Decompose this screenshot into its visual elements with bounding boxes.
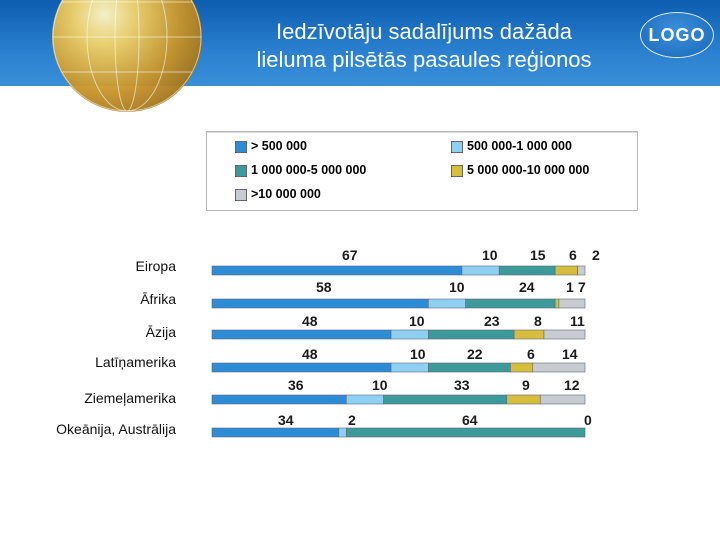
bar-segment [212,330,391,339]
data-label: 14 [562,346,578,362]
bar-segment [428,330,514,339]
data-label: 36 [288,377,304,393]
legend-label: 500 000-1 000 000 [467,139,572,153]
data-label: 15 [530,247,546,263]
bar-segment [391,330,428,339]
data-label: 12 [564,377,580,393]
bar-segment [346,428,585,437]
bar-segment [578,266,585,275]
data-label: 58 [316,279,332,295]
data-label: 6 [569,247,577,263]
bar-segment [466,299,556,308]
data-label: 2 [348,412,356,428]
category-label: Eiropa [135,258,176,274]
data-label: 64 [462,412,478,428]
data-label: 9 [522,377,530,393]
data-label: 10 [482,247,498,263]
data-label: 67 [342,247,358,263]
category-label: Latīņamerika [95,354,176,370]
bar-segment [428,299,465,308]
data-label: 1 [566,279,574,295]
logo: LOGO [640,12,714,58]
data-label: 10 [372,377,388,393]
bar-segment [339,428,346,437]
data-label: 7 [578,279,586,295]
bar-segment [499,266,555,275]
data-label: 34 [278,412,294,428]
bar-segment [514,330,544,339]
bar-segment [507,395,541,404]
bar-segment [544,330,585,339]
category-label: Okeānija, Austrālija [56,421,176,437]
data-label: 48 [302,313,318,329]
data-label: 0 [584,412,592,428]
category-label: Āzija [145,324,176,340]
bar-segment [212,428,339,437]
bar-segment [555,299,559,308]
bar-segment [384,395,507,404]
data-label: 22 [467,346,483,362]
data-label: 6 [527,346,535,362]
title-line-1: Iedzīvotāju sadalījums dažāda [276,19,572,44]
data-label: 33 [454,377,470,393]
data-label: 10 [449,279,465,295]
bar-segment [462,266,499,275]
bar-segment [540,395,585,404]
bar-segment [559,299,585,308]
legend-label: 1 000 000-5 000 000 [251,163,367,177]
bar-segment [555,266,577,275]
data-label: 8 [534,313,542,329]
bar-segment [212,363,391,372]
legend-label: >10 000 000 [251,187,321,201]
bar-segment [346,395,383,404]
bar-segment [212,395,346,404]
category-label: Āfrika [140,291,176,307]
data-label: 11 [570,313,585,329]
bar-segment [533,363,585,372]
data-label: 48 [302,346,318,362]
bar-segment [212,266,462,275]
title-line-2: lieluma pilsētās pasaules reģionos [256,47,592,72]
data-label: 23 [484,313,500,329]
legend-label: > 500 000 [251,139,307,153]
data-label: 24 [519,279,535,295]
data-label: 10 [410,346,426,362]
legend-label: 5 000 000-10 000 000 [467,163,590,177]
bar-segment [510,363,532,372]
data-label: 2 [592,247,600,263]
category-label: Ziemeļamerika [84,390,176,406]
bar-segment [212,299,428,308]
bar-segment [428,363,510,372]
bar-segment [391,363,428,372]
data-label: 10 [409,313,425,329]
